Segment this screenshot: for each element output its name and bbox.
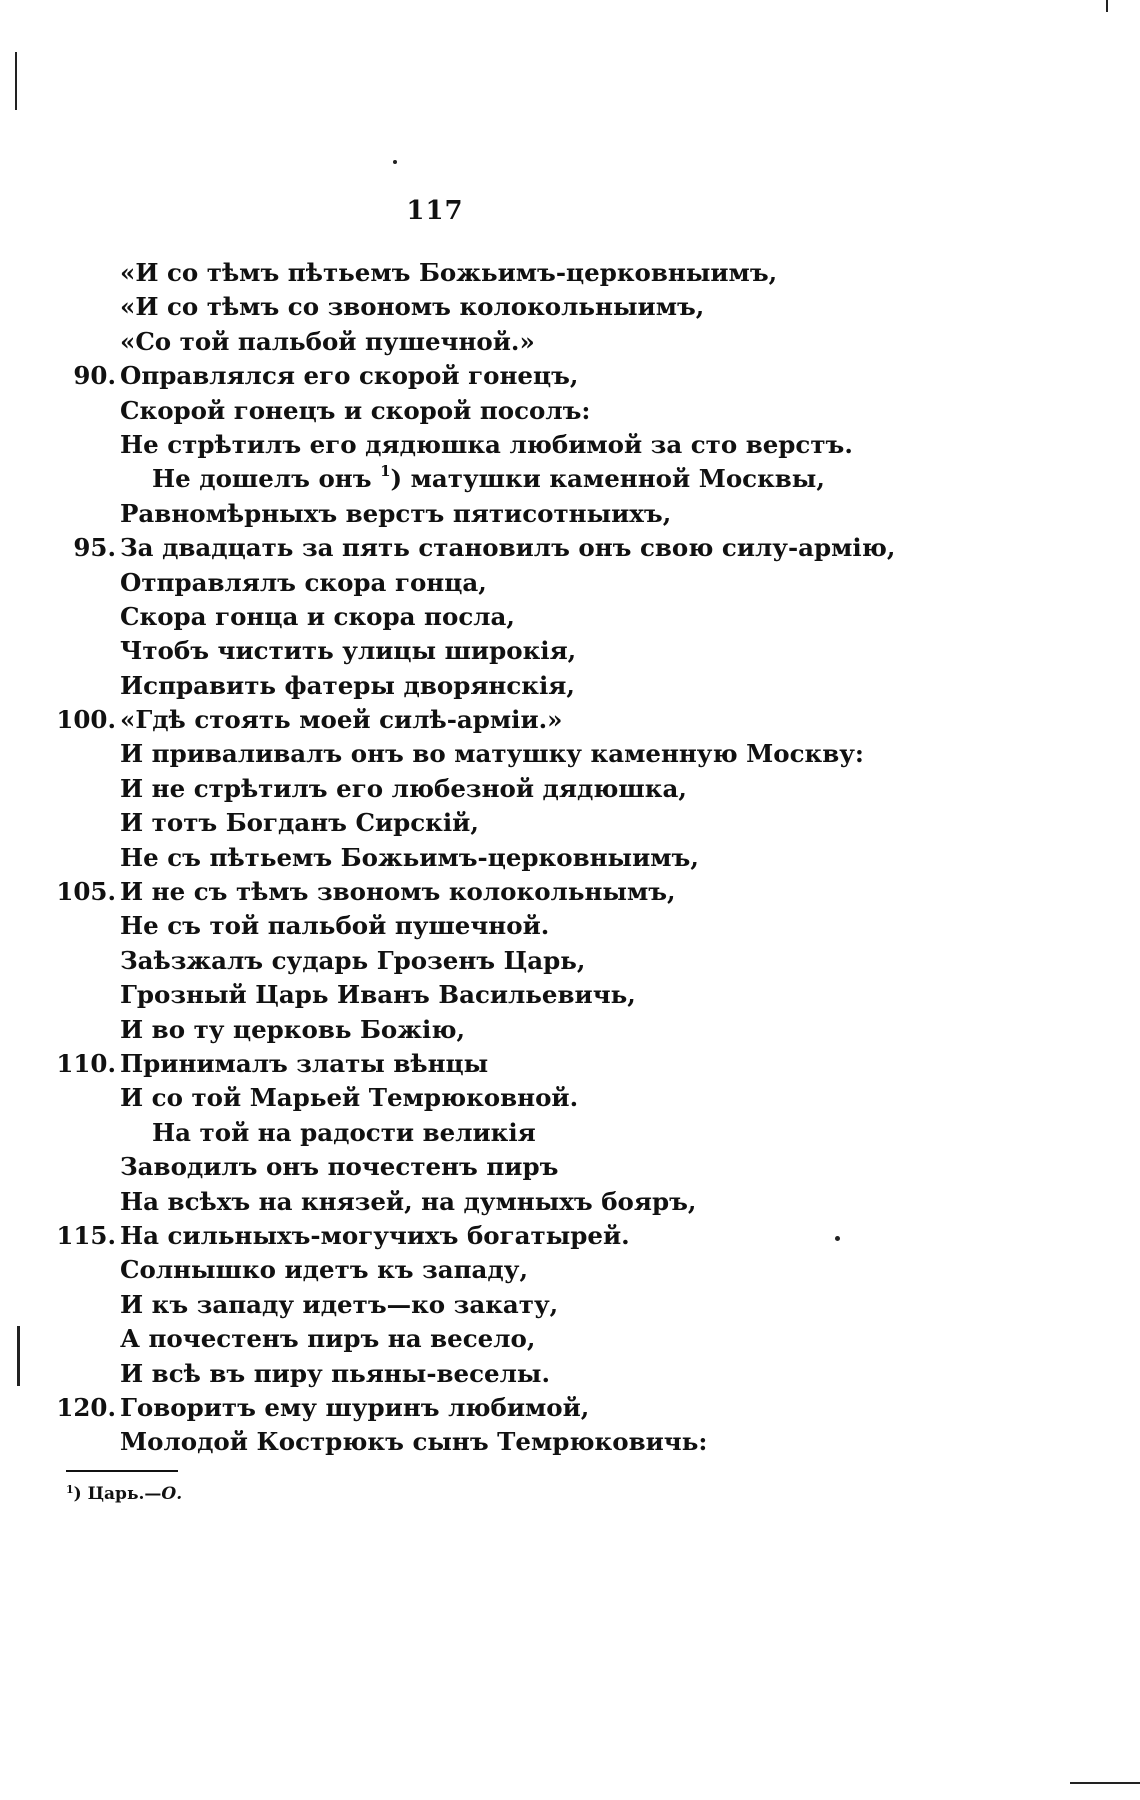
verse-text [120,634,576,668]
verse-text [120,256,777,290]
verse-text-main: Молодой Кострюкъ сынъ Темрюковичь: [120,1427,708,1457]
verse-text [152,1116,536,1150]
verse-line [0,290,1140,324]
verse-number: 110. [56,1048,116,1078]
verse-line [0,359,1140,393]
verse-text [120,600,515,634]
verse-text-main: Чтобъ чистить улицы широкiя, [120,636,577,666]
verse-line [0,634,1140,668]
verse-text [120,531,895,565]
verse-text-main: «Гдѣ стоять моей силѣ-армiи.» [120,705,563,735]
verse-line [0,737,1140,771]
verse-text-main: И не съ тѣмъ звономъ колокольнымъ, [120,877,676,907]
footnote [66,1484,182,1504]
verse-line [0,806,1140,840]
verse-line [0,566,1140,600]
verse-line [0,1357,1140,1391]
verse-text-main: Оправлялся его скорой гонецъ, [120,361,579,391]
verse-line [0,600,1140,634]
verse-line [0,394,1140,428]
verse-line [0,256,1140,290]
verse-text [120,566,487,600]
footnote-reference: 1 [380,462,391,481]
verse-number: 95. [73,533,116,563]
verse-line [0,1185,1140,1219]
verse-number: 115. [56,1220,116,1250]
verse-text [120,1219,630,1253]
footnote-divider [66,1470,178,1472]
verse-text [120,359,578,393]
verse-text-main: Не стрѣтилъ его дядюшка любимой за сто верстъ. [120,429,853,459]
verse-text-main: За двадцать за пять становилъ онъ свою силу-армiю, [120,533,896,563]
verse-line [0,875,1140,909]
footnote-mark: 1 [66,1483,74,1496]
verse-text-main: «И со тѣмъ пѣтьемъ Божьимъ-церковныимъ, [120,258,778,287]
footnote-source: О. [161,1484,183,1504]
verse-line [0,1150,1140,1184]
verse-number: 90. [73,361,116,391]
verse-text-main: Скорой гонецъ и скорой посолъ: [120,395,591,425]
footnote-text: ) Царь.— [73,1484,162,1504]
verse-text [120,806,479,840]
verse-text [120,1253,528,1287]
verse-text [120,497,671,531]
verse-text-main: На той на радости великiя [152,1117,536,1147]
verse-text [120,737,864,771]
verse-text-main: Равномѣрныхъ верстъ пятисотныихъ, [120,498,672,528]
verse-text-main: Исправить фатеры дворянскiя, [120,670,575,700]
verse-line [0,944,1140,978]
verse-text-main: Скора гонца и скора посла, [120,601,515,631]
verse-line [0,428,1140,462]
verse-line [0,1219,1140,1253]
verse-text [120,428,853,462]
verse-text [120,978,636,1012]
verse-text [120,1081,578,1115]
verse-text [120,875,676,909]
verse-text-continued: ) матушки каменной Москвы, [390,464,825,494]
verse-line [0,1253,1140,1287]
verse-text [120,1185,696,1219]
verse-text-main: «И со тѣмъ со звономъ колокольныимъ, [120,292,705,322]
verse-text [120,394,590,428]
verse-block [0,256,1140,1460]
verse-text [120,1391,589,1425]
verse-line [0,1322,1140,1356]
verse-text-main: Не съ той пальбой пушечной. [120,911,550,941]
verse-text [120,1425,707,1459]
verse-text-main: Говоритъ ему шуринъ любимой, [120,1392,590,1422]
verse-number: 105. [56,877,116,907]
verse-text-main: Заводилъ онъ почестенъ пиръ [120,1152,559,1182]
verse-text [120,772,687,806]
scan-mark-left [15,52,17,110]
verse-line [0,841,1140,875]
verse-text-main: Заѣзжалъ сударь Грозенъ Царь, [120,945,586,975]
verse-text-main: И всѣ въ пиру пьяны-веселы. [120,1358,550,1388]
verse-text [120,669,575,703]
page-number: 117 [406,196,464,226]
verse-text-main: Солнышко идетъ къ западу, [120,1255,528,1285]
verse-text [120,703,562,737]
verse-text [120,325,535,359]
verse-line [0,1013,1140,1047]
scan-dot [393,160,397,164]
verse-text-main: И тотъ Богданъ Сирскiй, [120,808,479,838]
verse-text [120,1047,488,1081]
verse-text-main: Отправлялъ скора гонца, [120,567,487,597]
verse-text [120,909,549,943]
verse-line [0,1288,1140,1322]
verse-text [120,1150,558,1184]
verse-text-main: Не съ пѣтьемъ Божьимъ-церковныимъ, [120,842,699,872]
verse-line [0,497,1140,531]
verse-text-main: Принималъ златы вѣнцы [120,1048,489,1078]
verse-text [120,841,699,875]
verse-line [0,1081,1140,1115]
verse-text [120,1357,550,1391]
verse-line [0,1391,1140,1425]
verse-number: 120. [56,1392,116,1422]
verse-line [0,1116,1140,1150]
verse-line [0,531,1140,565]
verse-line [0,1047,1140,1081]
verse-line [0,703,1140,737]
verse-text-main: И къ западу идетъ—ко закату, [120,1289,559,1319]
verse-text-main: Не дошелъ онъ [152,464,372,494]
verse-text-main: И во ту церковь Божiю, [120,1014,465,1044]
verse-line [0,909,1140,943]
verse-text [120,944,585,978]
verse-line [0,462,1140,496]
scan-mark-bottom-right [1070,1782,1140,1784]
verse-text [120,290,704,324]
verse-text [152,462,825,496]
verse-text [120,1322,535,1356]
verse-text-main: На всѣхъ на князей, на думныхъ бояръ, [120,1186,697,1216]
verse-text [120,1288,558,1322]
verse-text-main: И со той Марьей Темрюковной. [120,1083,579,1113]
verse-number: 100. [56,705,116,735]
verse-text-main: Грозный Царь Иванъ Васильевичь, [120,980,636,1010]
scan-mark-top-right [1106,0,1108,12]
verse-text [120,1013,465,1047]
verse-text-main: А почестенъ пиръ на весело, [120,1324,536,1354]
verse-line [0,325,1140,359]
verse-line [0,978,1140,1012]
verse-text-main: И приваливалъ онъ во матушку каменную Москву: [120,739,864,769]
verse-text-main: «Со той пальбой пушечной.» [120,326,535,356]
verse-text-main: И не стрѣтилъ его любезной дядюшка, [120,773,687,803]
verse-text-main: На сильныхъ-могучихъ богатырей. [120,1220,630,1250]
verse-line [0,772,1140,806]
verse-line [0,1425,1140,1459]
verse-line [0,669,1140,703]
